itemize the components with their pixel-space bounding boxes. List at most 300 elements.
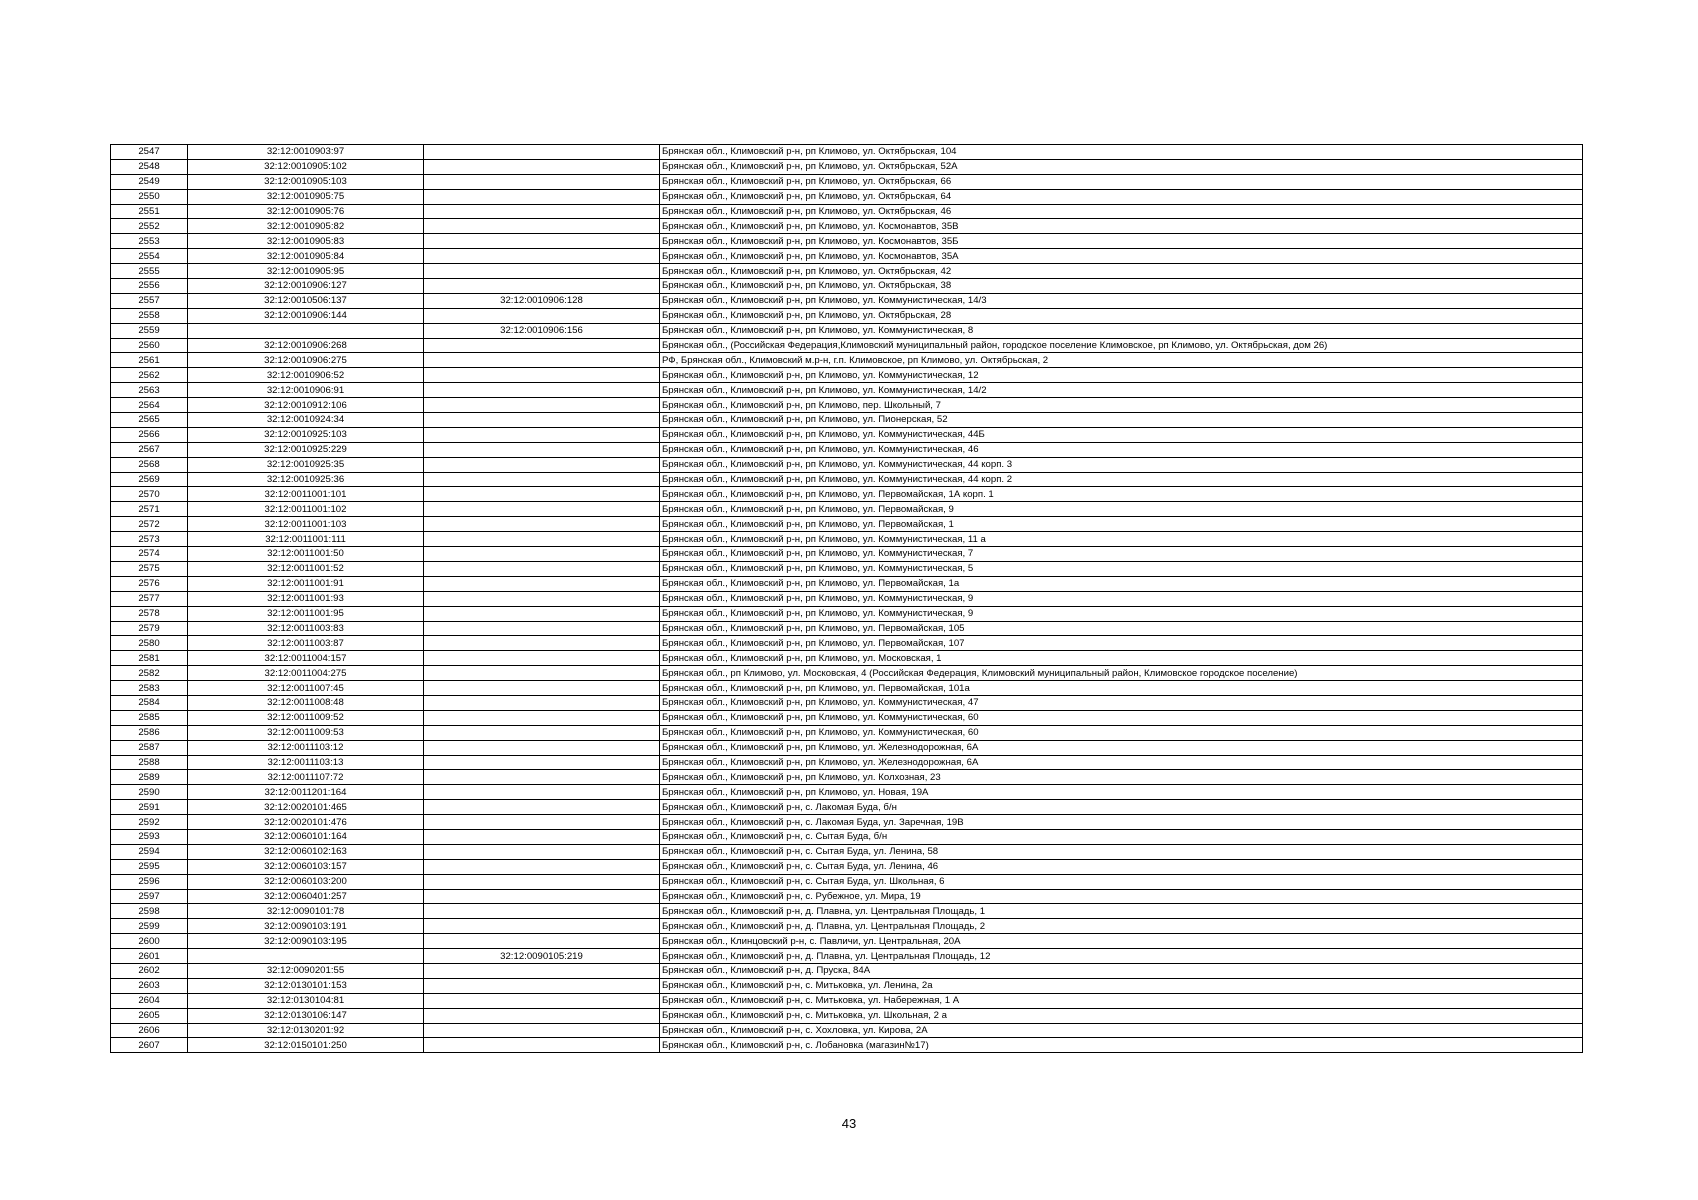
address-cell: Брянская обл., Климовский р-н, рп Климово, ул. Первомайская, 107 — [660, 636, 1583, 651]
cadastral-number-cell: 32:12:0011001:50 — [188, 547, 424, 562]
parent-cadastral-number-cell — [424, 800, 660, 815]
cadastral-number-cell: 32:12:0130101:153 — [188, 978, 424, 993]
parent-cadastral-number-cell — [424, 457, 660, 472]
table-row — [111, 889, 1583, 904]
cadastral-number-cell: 32:12:0010906:52 — [188, 368, 424, 383]
row-number-cell: 2589 — [111, 770, 188, 785]
table-row — [111, 770, 1583, 785]
address-cell: Брянская обл., Климовский р-н, рп Климово, ул. Новая, 19А — [660, 785, 1583, 800]
cadastral-number-cell: 32:12:0020101:476 — [188, 815, 424, 830]
cadastral-number-cell: 32:12:0011007:45 — [188, 681, 424, 696]
parent-cadastral-number-cell — [424, 532, 660, 547]
table-row — [111, 904, 1583, 919]
row-number-cell: 2552 — [111, 219, 188, 234]
parent-cadastral-number-cell — [424, 189, 660, 204]
parent-cadastral-number-cell — [424, 1008, 660, 1023]
address-cell: Брянская обл., Климовский р-н, рп Климово, ул. Коммунистическая, 8 — [660, 323, 1583, 338]
cadastral-number-cell: 32:12:0010906:144 — [188, 308, 424, 323]
cadastral-number-cell: 32:12:0060102:163 — [188, 844, 424, 859]
parent-cadastral-number-cell — [424, 844, 660, 859]
row-number-cell: 2604 — [111, 993, 188, 1008]
address-cell: Брянская обл., Климовский р-н, рп Климово, ул. Космонавтов, 35Б — [660, 234, 1583, 249]
row-number-cell: 2551 — [111, 204, 188, 219]
table-row — [111, 681, 1583, 696]
row-number-cell: 2597 — [111, 889, 188, 904]
table-row — [111, 561, 1583, 576]
parent-cadastral-number-cell — [424, 666, 660, 681]
row-number-cell: 2591 — [111, 800, 188, 815]
table-row — [111, 279, 1583, 294]
row-number-cell: 2561 — [111, 353, 188, 368]
parent-cadastral-number-cell: 32:12:0010906:156 — [424, 323, 660, 338]
parent-cadastral-number-cell — [424, 338, 660, 353]
table-row — [111, 338, 1583, 353]
row-number-cell: 2564 — [111, 398, 188, 413]
parent-cadastral-number-cell — [424, 234, 660, 249]
row-number-cell: 2568 — [111, 457, 188, 472]
parent-cadastral-number-cell — [424, 561, 660, 576]
parent-cadastral-number-cell — [424, 919, 660, 934]
table-row — [111, 398, 1583, 413]
parent-cadastral-number-cell — [424, 204, 660, 219]
row-number-cell: 2554 — [111, 249, 188, 264]
table-row — [111, 725, 1583, 740]
row-number-cell: 2599 — [111, 919, 188, 934]
row-number-cell: 2572 — [111, 517, 188, 532]
cadastral-number-cell: 32:12:0150101:250 — [188, 1038, 424, 1053]
cadastral-number-cell: 32:12:0010905:102 — [188, 159, 424, 174]
cadastral-number-cell: 32:12:0011008:48 — [188, 695, 424, 710]
row-number-cell: 2583 — [111, 681, 188, 696]
address-cell: Брянская обл., Климовский р-н, рп Климово, ул. Октябрьская, 28 — [660, 308, 1583, 323]
row-number-cell: 2569 — [111, 472, 188, 487]
address-cell: Брянская обл., Климовский р-н, рп Климово, ул. Коммунистическая, 9 — [660, 591, 1583, 606]
parent-cadastral-number-cell — [424, 308, 660, 323]
cadastral-number-cell: 32:12:0011001:111 — [188, 532, 424, 547]
address-cell: Брянская обл., Климовский р-н, рп Климово, ул. Коммунистическая, 47 — [660, 695, 1583, 710]
cadastral-table — [110, 144, 1583, 1053]
row-number-cell: 2605 — [111, 1008, 188, 1023]
row-number-cell: 2584 — [111, 695, 188, 710]
parent-cadastral-number-cell — [424, 427, 660, 442]
cadastral-number-cell: 32:12:0011001:91 — [188, 576, 424, 591]
address-cell: Брянская обл., Климовский р-н, с. Митьковка, ул. Школьная, 2 а — [660, 1008, 1583, 1023]
address-cell: Брянская обл., Климовский р-н, рп Климово, ул. Коммунистическая, 11 а — [660, 532, 1583, 547]
parent-cadastral-number-cell — [424, 368, 660, 383]
parent-cadastral-number-cell — [424, 517, 660, 532]
row-number-cell: 2550 — [111, 189, 188, 204]
parent-cadastral-number-cell — [424, 636, 660, 651]
address-cell: Брянская обл., Климовский р-н, рп Климово, пер. Школьный, 7 — [660, 398, 1583, 413]
parent-cadastral-number-cell — [424, 413, 660, 428]
address-cell: Брянская обл., Климовский р-н, рп Климово, ул. Октябрьская, 46 — [660, 204, 1583, 219]
parent-cadastral-number-cell — [424, 219, 660, 234]
table-row — [111, 934, 1583, 949]
parent-cadastral-number-cell — [424, 472, 660, 487]
address-cell: Брянская обл., Климовский р-н, с. Хохловка, ул. Кирова, 2А — [660, 1023, 1583, 1038]
row-number-cell: 2587 — [111, 740, 188, 755]
address-cell: Брянская обл., Климовский р-н, с. Сытая Буда, б/н — [660, 829, 1583, 844]
parent-cadastral-number-cell — [424, 398, 660, 413]
cadastral-number-cell: 32:12:0010925:103 — [188, 427, 424, 442]
address-cell: Брянская обл., Климовский р-н, с. Сытая Буда, ул. Ленина, 46 — [660, 859, 1583, 874]
row-number-cell: 2562 — [111, 368, 188, 383]
cadastral-number-cell: 32:12:0130106:147 — [188, 1008, 424, 1023]
parent-cadastral-number-cell — [424, 874, 660, 889]
table-row — [111, 159, 1583, 174]
cadastral-number-cell: 32:12:0060101:164 — [188, 829, 424, 844]
table-row — [111, 308, 1583, 323]
table-row — [111, 189, 1583, 204]
table-row — [111, 606, 1583, 621]
cadastral-number-cell: 32:12:0060401:257 — [188, 889, 424, 904]
row-number-cell: 2580 — [111, 636, 188, 651]
cadastral-number-cell: 32:12:0010905:84 — [188, 249, 424, 264]
cadastral-number-cell: 32:12:0010925:35 — [188, 457, 424, 472]
address-cell: Брянская обл., Климовский р-н, рп Климово, ул. Октябрьская, 42 — [660, 264, 1583, 279]
address-cell: Брянская обл., Климовский р-н, рп Климово, ул. Коммунистическая, 44 корп. 3 — [660, 457, 1583, 472]
row-number-cell: 2565 — [111, 413, 188, 428]
parent-cadastral-number-cell — [424, 591, 660, 606]
row-number-cell: 2553 — [111, 234, 188, 249]
cadastral-number-cell: 32:12:0010905:95 — [188, 264, 424, 279]
parent-cadastral-number-cell — [424, 725, 660, 740]
address-cell: Брянская обл., Климовский р-н, рп Климово, ул. Железнодорожная, 6А — [660, 740, 1583, 755]
row-number-cell: 2602 — [111, 963, 188, 978]
address-cell: Брянская обл., Климовский р-н, с. Лакомая Буда, б/н — [660, 800, 1583, 815]
address-cell: Брянская обл., Климовский р-н, с. Митьковка, ул. Набережная, 1 А — [660, 993, 1583, 1008]
parent-cadastral-number-cell — [424, 249, 660, 264]
address-cell: Брянская обл., Климовский р-н, рп Климово, ул. Московская, 1 — [660, 651, 1583, 666]
table-row — [111, 502, 1583, 517]
row-number-cell: 2573 — [111, 532, 188, 547]
cadastral-number-cell — [188, 323, 424, 338]
address-cell: Брянская обл., Климовский р-н, с. Сытая Буда, ул. Школьная, 6 — [660, 874, 1583, 889]
parent-cadastral-number-cell — [424, 279, 660, 294]
address-cell: Брянская обл., Климовский р-н, рп Климово, ул. Коммунистическая, 44Б — [660, 427, 1583, 442]
parent-cadastral-number-cell — [424, 159, 660, 174]
cadastral-number-cell: 32:12:0090201:55 — [188, 963, 424, 978]
row-number-cell: 2595 — [111, 859, 188, 874]
row-number-cell: 2581 — [111, 651, 188, 666]
parent-cadastral-number-cell — [424, 963, 660, 978]
table-row — [111, 874, 1583, 889]
cadastral-number-cell: 32:12:0010906:275 — [188, 353, 424, 368]
table-row — [111, 517, 1583, 532]
table-row — [111, 815, 1583, 830]
table-row — [111, 1038, 1583, 1053]
table-row — [111, 532, 1583, 547]
address-cell: Брянская обл., Климовский р-н, рп Климово, ул. Первомайская, 1а — [660, 576, 1583, 591]
address-cell: Брянская обл., Климовский р-н, рп Климово, ул. Коммунистическая, 14/3 — [660, 293, 1583, 308]
table-body — [111, 145, 1583, 1053]
cadastral-number-cell: 32:12:0010906:91 — [188, 383, 424, 398]
table-row — [111, 1008, 1583, 1023]
table-row — [111, 844, 1583, 859]
table-row — [111, 234, 1583, 249]
table-row — [111, 174, 1583, 189]
parent-cadastral-number-cell — [424, 785, 660, 800]
address-cell: Брянская обл., Климовский р-н, рп Климово, ул. Коммунистическая, 9 — [660, 606, 1583, 621]
table-row — [111, 785, 1583, 800]
cadastral-number-cell: 32:12:0011107:72 — [188, 770, 424, 785]
table-row — [111, 666, 1583, 681]
address-cell: Брянская обл., Климовский р-н, д. Плавна, ул. Центральная Площадь, 2 — [660, 919, 1583, 934]
table-row — [111, 963, 1583, 978]
cadastral-number-cell: 32:12:0130201:92 — [188, 1023, 424, 1038]
table-row — [111, 800, 1583, 815]
table-row — [111, 710, 1583, 725]
address-cell: Брянская обл., Климовский р-н, рп Климово, ул. Октябрьская, 104 — [660, 145, 1583, 160]
address-cell: Брянская обл., Климовский р-н, д. Пруска, 84А — [660, 963, 1583, 978]
row-number-cell: 2576 — [111, 576, 188, 591]
row-number-cell: 2556 — [111, 279, 188, 294]
cadastral-number-cell: 32:12:0011001:103 — [188, 517, 424, 532]
cadastral-number-cell: 32:12:0011009:53 — [188, 725, 424, 740]
cadastral-number-cell: 32:12:0011003:87 — [188, 636, 424, 651]
parent-cadastral-number-cell — [424, 442, 660, 457]
table-row — [111, 413, 1583, 428]
address-cell: Брянская обл., Климовский р-н, рп Климово, ул. Коммунистическая, 5 — [660, 561, 1583, 576]
row-number-cell: 2586 — [111, 725, 188, 740]
row-number-cell: 2548 — [111, 159, 188, 174]
cadastral-number-cell: 32:12:0011004:275 — [188, 666, 424, 681]
table-row — [111, 368, 1583, 383]
table-row — [111, 427, 1583, 442]
parent-cadastral-number-cell — [424, 621, 660, 636]
row-number-cell: 2575 — [111, 561, 188, 576]
table-row — [111, 576, 1583, 591]
row-number-cell: 2600 — [111, 934, 188, 949]
parent-cadastral-number-cell — [424, 383, 660, 398]
row-number-cell: 2585 — [111, 710, 188, 725]
address-cell: Брянская обл., Клинцовский р-н, с. Павличи, ул. Центральная, 20А — [660, 934, 1583, 949]
parent-cadastral-number-cell — [424, 681, 660, 696]
table-row — [111, 472, 1583, 487]
table-row — [111, 859, 1583, 874]
address-cell: Брянская обл., Климовский р-н, рп Климово, ул. Первомайская, 1 — [660, 517, 1583, 532]
address-cell: Брянская обл., Климовский р-н, рп Климово, ул. Коммунистическая, 60 — [660, 710, 1583, 725]
row-number-cell: 2582 — [111, 666, 188, 681]
address-cell: Брянская обл., Климовский р-н, рп Климово, ул. Коммунистическая, 12 — [660, 368, 1583, 383]
row-number-cell: 2590 — [111, 785, 188, 800]
cadastral-number-cell: 32:12:0090101:78 — [188, 904, 424, 919]
table-row — [111, 457, 1583, 472]
parent-cadastral-number-cell — [424, 576, 660, 591]
row-number-cell: 2579 — [111, 621, 188, 636]
parent-cadastral-number-cell — [424, 606, 660, 621]
row-number-cell: 2563 — [111, 383, 188, 398]
table-row — [111, 919, 1583, 934]
table-row — [111, 591, 1583, 606]
parent-cadastral-number-cell — [424, 502, 660, 517]
row-number-cell: 2547 — [111, 145, 188, 160]
address-cell: Брянская обл., Климовский р-н, рп Климово, ул. Коммунистическая, 60 — [660, 725, 1583, 740]
table-row — [111, 442, 1583, 457]
row-number-cell: 2603 — [111, 978, 188, 993]
address-cell: Брянская обл., Климовский р-н, д. Плавна, ул. Центральная Площадь, 12 — [660, 949, 1583, 964]
cadastral-number-cell: 32:12:0010905:82 — [188, 219, 424, 234]
parent-cadastral-number-cell — [424, 710, 660, 725]
table-row — [111, 993, 1583, 1008]
address-cell: Брянская обл., Климовский р-н, рп Климово, ул. Пионерская, 52 — [660, 413, 1583, 428]
address-cell: Брянская обл., Климовский р-н, рп Климово, ул. Первомайская, 105 — [660, 621, 1583, 636]
parent-cadastral-number-cell — [424, 487, 660, 502]
row-number-cell: 2607 — [111, 1038, 188, 1053]
row-number-cell: 2559 — [111, 323, 188, 338]
cadastral-number-cell: 32:12:0060103:157 — [188, 859, 424, 874]
cadastral-number-cell: 32:12:0011001:101 — [188, 487, 424, 502]
row-number-cell: 2606 — [111, 1023, 188, 1038]
parent-cadastral-number-cell — [424, 978, 660, 993]
cadastral-number-cell: 32:12:0010905:83 — [188, 234, 424, 249]
cadastral-number-cell: 32:12:0011103:13 — [188, 755, 424, 770]
cadastral-number-cell: 32:12:0010905:75 — [188, 189, 424, 204]
row-number-cell: 2577 — [111, 591, 188, 606]
row-number-cell: 2596 — [111, 874, 188, 889]
parent-cadastral-number-cell — [424, 815, 660, 830]
cadastral-number-cell: 32:12:0010925:229 — [188, 442, 424, 457]
table-row — [111, 145, 1583, 160]
table-row — [111, 293, 1583, 308]
table-row — [111, 264, 1583, 279]
address-cell: Брянская обл., Климовский р-н, с. Лакомая Буда, ул. Заречная, 19В — [660, 815, 1583, 830]
cadastral-number-cell: 32:12:0010906:127 — [188, 279, 424, 294]
row-number-cell: 2567 — [111, 442, 188, 457]
address-cell: Брянская обл., Климовский р-н, рп Климово, ул. Железнодорожная, 6А — [660, 755, 1583, 770]
cadastral-number-cell: 32:12:0060103:200 — [188, 874, 424, 889]
parent-cadastral-number-cell — [424, 859, 660, 874]
parent-cadastral-number-cell: 32:12:0010906:128 — [424, 293, 660, 308]
table-row — [111, 755, 1583, 770]
cadastral-number-cell: 32:12:0010903:97 — [188, 145, 424, 160]
parent-cadastral-number-cell — [424, 1023, 660, 1038]
parent-cadastral-number-cell — [424, 755, 660, 770]
row-number-cell: 2566 — [111, 427, 188, 442]
address-cell: Брянская обл., Климовский р-н, д. Плавна, ул. Центральная Площадь, 1 — [660, 904, 1583, 919]
row-number-cell: 2555 — [111, 264, 188, 279]
cadastral-number-cell: 32:12:0130104:81 — [188, 993, 424, 1008]
row-number-cell: 2557 — [111, 293, 188, 308]
address-cell: Брянская обл., Климовский р-н, рп Климово, ул. Первомайская, 1А корп. 1 — [660, 487, 1583, 502]
cadastral-number-cell: 32:12:0011003:83 — [188, 621, 424, 636]
row-number-cell: 2574 — [111, 547, 188, 562]
parent-cadastral-number-cell — [424, 1038, 660, 1053]
table-row — [111, 487, 1583, 502]
page-number: 43 — [841, 1116, 857, 1131]
address-cell: Брянская обл., Климовский р-н, рп Климово, ул. Коммунистическая, 7 — [660, 547, 1583, 562]
parent-cadastral-number-cell — [424, 904, 660, 919]
parent-cadastral-number-cell — [424, 174, 660, 189]
address-cell: Брянская обл., Климовский р-н, рп Климово, ул. Октябрьская, 64 — [660, 189, 1583, 204]
table-row — [111, 323, 1583, 338]
cadastral-number-cell — [188, 949, 424, 964]
table-row — [111, 249, 1583, 264]
cadastral-number-cell: 32:12:0090103:195 — [188, 934, 424, 949]
parent-cadastral-number-cell: 32:12:0090105:219 — [424, 949, 660, 964]
table-row — [111, 829, 1583, 844]
address-cell: Брянская обл., рп Климово, ул. Московская, 4 (Российская Федерация, Климовский муниципальный район, Климовское городское поселение) — [660, 666, 1583, 681]
address-cell: Брянская обл., Климовский р-н, с. Лобановка (магазин№17) — [660, 1038, 1583, 1053]
parent-cadastral-number-cell — [424, 264, 660, 279]
row-number-cell: 2601 — [111, 949, 188, 964]
parent-cadastral-number-cell — [424, 829, 660, 844]
cadastral-number-cell: 32:12:0011001:102 — [188, 502, 424, 517]
cadastral-number-cell: 32:12:0010905:103 — [188, 174, 424, 189]
parent-cadastral-number-cell — [424, 145, 660, 160]
row-number-cell: 2594 — [111, 844, 188, 859]
cadastral-number-cell: 32:12:0090103:191 — [188, 919, 424, 934]
address-cell: Брянская обл., Климовский р-н, с. Рубежное, ул. Мира, 19 — [660, 889, 1583, 904]
table-row — [111, 740, 1583, 755]
table-row — [111, 1023, 1583, 1038]
table-row — [111, 383, 1583, 398]
address-cell: Брянская обл., Климовский р-н, рп Климово, ул. Октябрьская, 66 — [660, 174, 1583, 189]
cadastral-number-cell: 32:12:0011103:12 — [188, 740, 424, 755]
parent-cadastral-number-cell — [424, 934, 660, 949]
cadastral-number-cell: 32:12:0011001:52 — [188, 561, 424, 576]
parent-cadastral-number-cell — [424, 651, 660, 666]
table-row — [111, 651, 1583, 666]
cadastral-number-cell: 32:12:0020101:465 — [188, 800, 424, 815]
table-row — [111, 949, 1583, 964]
address-cell: Брянская обл., Климовский р-н, рп Климово, ул. Первомайская, 101а — [660, 681, 1583, 696]
address-cell: Брянская обл., Климовский р-н, рп Климово, ул. Октябрьская, 38 — [660, 279, 1583, 294]
address-cell: Брянская обл., Климовский р-н, рп Климово, ул. Колхозная, 23 — [660, 770, 1583, 785]
row-number-cell: 2598 — [111, 904, 188, 919]
row-number-cell: 2549 — [111, 174, 188, 189]
table-row — [111, 636, 1583, 651]
address-cell: Брянская обл., Климовский р-н, рп Климово, ул. Коммунистическая, 14/2 — [660, 383, 1583, 398]
row-number-cell: 2588 — [111, 755, 188, 770]
table-row — [111, 204, 1583, 219]
parent-cadastral-number-cell — [424, 889, 660, 904]
cadastral-number-cell: 32:12:0010906:268 — [188, 338, 424, 353]
cadastral-number-cell: 32:12:0010506:137 — [188, 293, 424, 308]
table-row — [111, 978, 1583, 993]
table-row — [111, 219, 1583, 234]
address-cell: Брянская обл., Климовский р-н, рп Климово, ул. Октябрьская, 52А — [660, 159, 1583, 174]
parent-cadastral-number-cell — [424, 770, 660, 785]
cadastral-number-cell: 32:12:0011001:95 — [188, 606, 424, 621]
parent-cadastral-number-cell — [424, 993, 660, 1008]
cadastral-number-cell: 32:12:0010925:36 — [188, 472, 424, 487]
cadastral-number-cell: 32:12:0010905:76 — [188, 204, 424, 219]
cadastral-number-cell: 32:12:0011001:93 — [188, 591, 424, 606]
address-cell: Брянская обл., Климовский р-н, рп Климово, ул. Космонавтов, 35А — [660, 249, 1583, 264]
row-number-cell: 2560 — [111, 338, 188, 353]
address-cell: Брянская обл., (Российская Федерация,Климовский муниципальный район, городское поселение Климовское, рп Климово, ул. Октябрьская, дом 26) — [660, 338, 1583, 353]
cadastral-number-cell: 32:12:0011201:164 — [188, 785, 424, 800]
row-number-cell: 2558 — [111, 308, 188, 323]
address-cell: Брянская обл., Климовский р-н, с. Митьковка, ул. Ленина, 2а — [660, 978, 1583, 993]
parent-cadastral-number-cell — [424, 547, 660, 562]
row-number-cell: 2570 — [111, 487, 188, 502]
row-number-cell: 2593 — [111, 829, 188, 844]
table-row — [111, 621, 1583, 636]
cadastral-number-cell: 32:12:0011004:157 — [188, 651, 424, 666]
row-number-cell: 2592 — [111, 815, 188, 830]
address-cell: Брянская обл., Климовский р-н, рп Климово, ул. Коммунистическая, 44 корп. 2 — [660, 472, 1583, 487]
cadastral-number-cell: 32:12:0011009:52 — [188, 710, 424, 725]
table-row — [111, 695, 1583, 710]
parent-cadastral-number-cell — [424, 695, 660, 710]
cadastral-number-cell: 32:12:0010924:34 — [188, 413, 424, 428]
address-cell: Брянская обл., Климовский р-н, рп Климово, ул. Коммунистическая, 46 — [660, 442, 1583, 457]
row-number-cell: 2571 — [111, 502, 188, 517]
address-cell: Брянская обл., Климовский р-н, рп Климово, ул. Космонавтов, 35В — [660, 219, 1583, 234]
address-cell: РФ, Брянская обл., Климовский м.р-н, г.п. Климовское, рп Климово, ул. Октябрьская, 2 — [660, 353, 1583, 368]
